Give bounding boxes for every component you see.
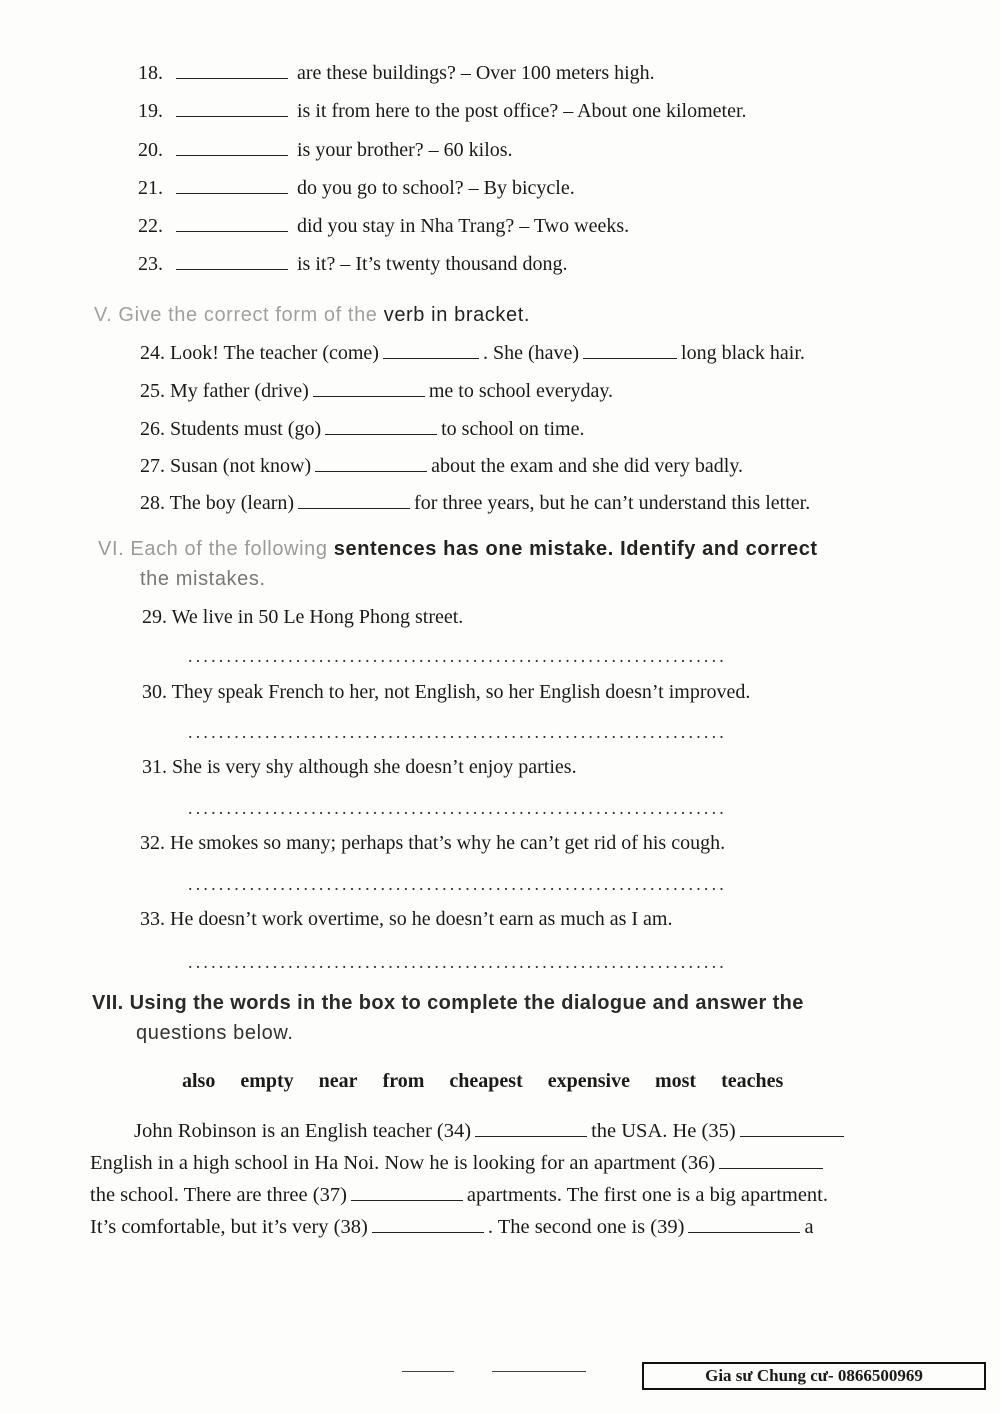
- question-19: 19. is it from here to the post office? – About one kilometer.: [138, 100, 747, 122]
- answer-blank[interactable]: [372, 1231, 484, 1233]
- section-vi-heading: VI. Each of the following sentences has one mistake. Identify and correct: [98, 538, 818, 560]
- word-expensive: expensive: [547, 1070, 630, 1092]
- word-near: near: [318, 1070, 358, 1092]
- answer-blank[interactable]: [719, 1167, 823, 1169]
- word-cheapest: cheapest: [449, 1070, 523, 1092]
- answer-blank[interactable]: [325, 433, 437, 435]
- word-most: most: [654, 1070, 697, 1092]
- question-26: 26. Students must (go) to school on time.: [140, 418, 585, 440]
- answer-blank[interactable]: [740, 1135, 844, 1137]
- answer-blank[interactable]: [176, 154, 288, 156]
- question-28: 28. The boy (learn) for three years, but he can’t understand this letter.: [140, 492, 811, 514]
- dialogue-line-4: It’s comfortable, but it’s very (38) . The second one is (39) a: [90, 1216, 814, 1238]
- question-27: 27. Susan (not know) about the exam and she did very badly.: [140, 455, 744, 477]
- question-25: 25. My father (drive) me to school everyday.: [140, 380, 614, 402]
- word-from: from: [382, 1070, 425, 1092]
- word-also: also: [182, 1070, 216, 1092]
- answer-blank[interactable]: [298, 507, 410, 509]
- answer-blank[interactable]: [176, 268, 288, 270]
- word-box: [182, 1070, 803, 1093]
- question-33: 33. He doesn’t work overtime, so he doesn’t earn as much as I am.: [140, 908, 673, 930]
- answer-blank[interactable]: [176, 230, 288, 232]
- question-18: 18. are these buildings? – Over 100 meters high.: [138, 62, 655, 84]
- question-22: 22. did you stay in Nha Trang? – Two weeks.: [138, 215, 630, 237]
- dialogue-line-1: John Robinson is an English teacher (34) the USA. He (35): [134, 1116, 848, 1147]
- question-32: 32. He smokes so many; perhaps that’s why he can’t get rid of his cough.: [140, 832, 726, 854]
- answer-blank[interactable]: [383, 357, 479, 359]
- answer-dotted-line[interactable]: ......................................................................: [188, 646, 727, 666]
- footer-label: Gia sư Chung cư- 0866500969: [642, 1362, 986, 1390]
- question-21: 21. do you go to school? – By bicycle.: [138, 177, 575, 199]
- answer-dotted-line[interactable]: ......................................................................: [188, 952, 727, 972]
- section-vii-heading-line2: questions below.: [136, 1022, 294, 1044]
- question-30: 30. They speak French to her, not English, so her English doesn’t improved.: [142, 681, 751, 703]
- section-vii-heading: VII. Using the words in the box to complete the dialogue and answer the: [92, 992, 804, 1014]
- dialogue-line-3: the school. There are three (37) apartments. The first one is a big apartment.: [90, 1184, 829, 1206]
- answer-dotted-line[interactable]: ......................................................................: [188, 722, 727, 742]
- section-v-heading: V. Give the correct form of the verb in bracket.: [94, 304, 531, 326]
- answer-blank[interactable]: [351, 1199, 463, 1201]
- question-29: 29. We live in 50 Le Hong Phong street.: [142, 606, 464, 628]
- footer-divider: [492, 1371, 586, 1372]
- footer-divider: [402, 1371, 454, 1372]
- answer-blank[interactable]: [313, 395, 425, 397]
- word-empty: empty: [240, 1070, 294, 1092]
- word-teaches: teaches: [721, 1070, 784, 1092]
- section-vi-heading-line2: the mistakes.: [140, 568, 266, 590]
- answer-blank[interactable]: [176, 192, 288, 194]
- question-31: 31. She is very shy although she doesn’t enjoy parties.: [142, 756, 577, 778]
- answer-dotted-line[interactable]: ......................................................................: [188, 798, 727, 818]
- answer-blank[interactable]: [315, 470, 427, 472]
- answer-blank[interactable]: [583, 357, 677, 359]
- question-24: 24. Look! The teacher (come) . She (have) long black hair.: [140, 342, 805, 364]
- answer-blank[interactable]: [475, 1135, 587, 1137]
- question-20: 20. is your brother? – 60 kilos.: [138, 139, 513, 161]
- answer-blank[interactable]: [688, 1231, 800, 1233]
- dialogue-line-2: English in a high school in Ha Noi. Now he is looking for an apartment (36): [90, 1148, 827, 1179]
- answer-blank[interactable]: [176, 77, 288, 79]
- question-23: 23. is it? – It’s twenty thousand dong.: [138, 253, 568, 275]
- answer-blank[interactable]: [176, 115, 288, 117]
- answer-dotted-line[interactable]: ......................................................................: [188, 874, 727, 894]
